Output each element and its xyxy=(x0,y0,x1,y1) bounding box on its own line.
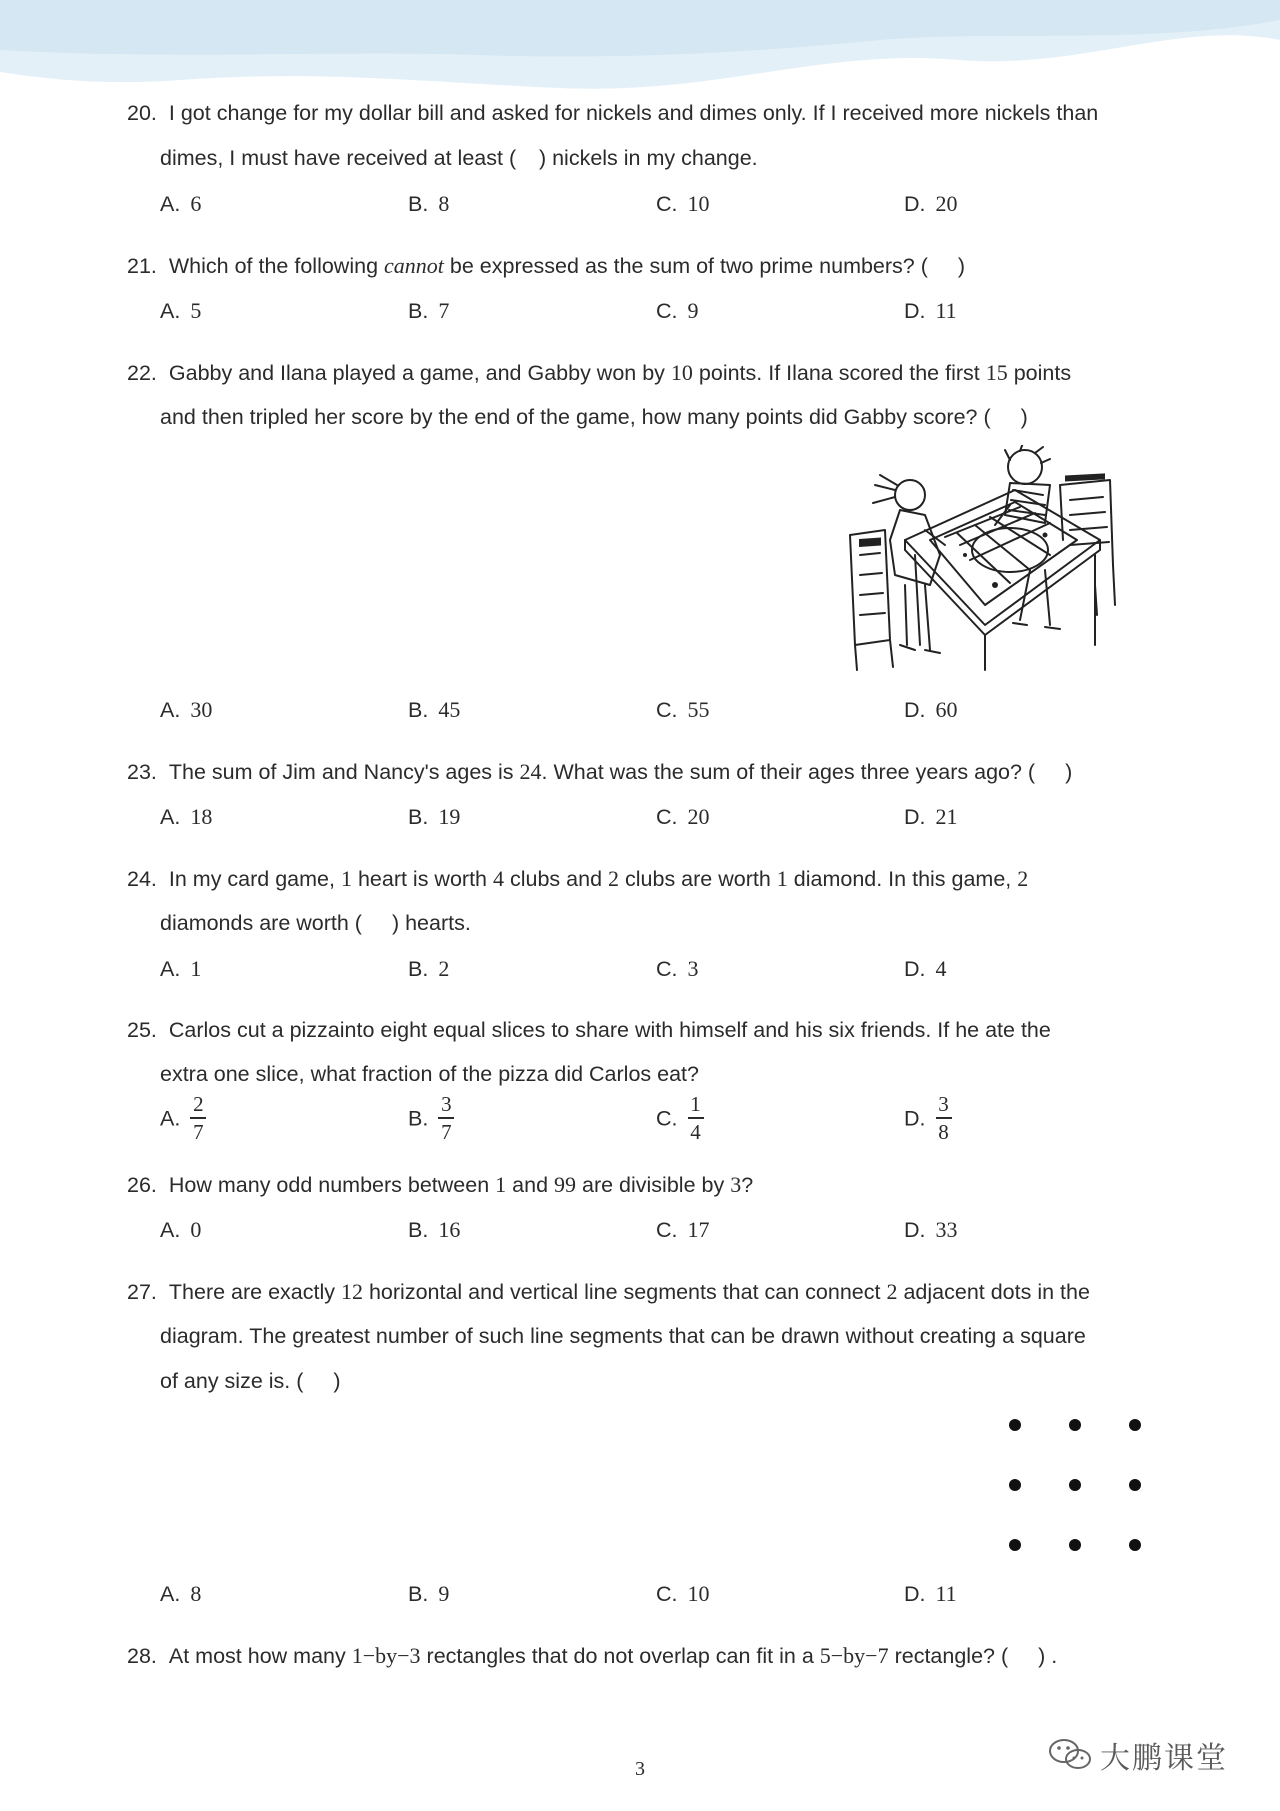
question-20 xyxy=(127,103,1098,125)
question-27-line2: diagram. The greatest number of such line segments that can be drawn without creating a square xyxy=(160,1324,1086,1348)
question-text: dimes, I must have received at least xyxy=(160,146,503,170)
emphasis-word: cannot xyxy=(384,253,444,278)
question-25: 25. Carlos cut a pizzainto eight equal slices to share with himself and his six friends. If he ate the xyxy=(127,1018,1051,1042)
question-24: 24. In my card game, 1 heart is worth 4 clubs and 2 clubs are worth 1 diamond. In this game, 2 xyxy=(127,866,1029,891)
option-d[interactable]: D. 4 xyxy=(904,956,947,981)
question-text: ) nickels in my change. xyxy=(538,146,758,170)
option-b[interactable]: B. 7 xyxy=(408,298,450,323)
question-23: 23. The sum of Jim and Nancy's ages is 24. What was the sum of their ages three years ago? ( ) xyxy=(127,759,1073,784)
option-d[interactable]: D. $\frac{3}{8}$ xyxy=(904,1095,952,1145)
fraction: $\frac{2}{7}$ xyxy=(190,1093,206,1143)
option-d[interactable]: D. 20 xyxy=(904,191,958,216)
fraction: $\frac{3}{7}$ xyxy=(438,1093,454,1143)
option-a[interactable]: A. 5 xyxy=(160,298,202,323)
question-27: 27. There are exactly 12 horizontal and vertical line segments that can connect 2 adjacent dots in the xyxy=(127,1279,1090,1304)
option-d[interactable]: D. 21 xyxy=(904,804,958,829)
dot-grid-diagram xyxy=(995,1410,1145,1560)
option-d[interactable]: D. 33 xyxy=(904,1217,958,1242)
question-number: 21. xyxy=(127,254,157,278)
option-d[interactable]: D. 11 xyxy=(904,298,957,323)
question-27-line3: of any size is. ( ) xyxy=(160,1369,341,1393)
question-number: 28. xyxy=(127,1644,157,1668)
question-26: 26. How many odd numbers between 1 and 99 are divisible by 3? xyxy=(127,1172,754,1197)
question-22: 22. Gabby and Ilana played a game, and Gabby won by 10 points. If Ilana scored the first 15 points xyxy=(127,360,1072,385)
option-a[interactable]: A. $\frac{2}{7}$ xyxy=(160,1095,206,1145)
option-b[interactable]: B. 16 xyxy=(408,1217,461,1242)
option-c[interactable]: C. 10 xyxy=(656,1581,710,1606)
option-d[interactable]: D. 11 xyxy=(904,1581,957,1606)
question-number: 25. xyxy=(127,1018,157,1042)
question-22-line2: and then tripled her score by the end of the game, how many points did Gabby score? ( ) xyxy=(160,405,1028,429)
option-b[interactable]: B. 8 xyxy=(408,191,450,216)
option-a[interactable]: A. 8 xyxy=(160,1581,202,1606)
option-b[interactable]: B. $\frac{3}{7}$ xyxy=(408,1095,454,1145)
question-28: 28. At most how many 1−by−3 rectangles that do not overlap can fit in a 5−by−7 rectangle? ( ) . xyxy=(127,1643,1058,1668)
question-number: 23. xyxy=(127,760,157,784)
question-number: 20. xyxy=(127,101,157,125)
question-text: I got change for my dollar bill and asked for nickels and dimes only. If I received more nickels than xyxy=(168,101,1099,125)
board-game-illustration xyxy=(845,445,1125,675)
option-c[interactable]: C. $\frac{1}{4}$ xyxy=(656,1095,704,1145)
option-c[interactable]: C. 20 xyxy=(656,804,710,829)
option-a[interactable]: A. 18 xyxy=(160,804,213,829)
question-number: 26. xyxy=(127,1173,157,1197)
watermark: 大鹏课堂 xyxy=(1048,1733,1228,1777)
option-b[interactable]: B. 19 xyxy=(408,804,461,829)
question-21: 21. Which of the following cannot be expressed as the sum of two prime numbers? ( ) xyxy=(127,253,966,278)
header-wave-decoration xyxy=(0,0,1280,100)
option-c[interactable]: C. 17 xyxy=(656,1217,710,1242)
question-25-line2: extra one slice, what fraction of the pizza did Carlos eat? xyxy=(160,1062,699,1086)
question-number: 27. xyxy=(127,1280,157,1304)
fraction: $\frac{3}{8}$ xyxy=(936,1093,952,1143)
option-b[interactable]: B. 2 xyxy=(408,956,450,981)
option-a[interactable]: A. 6 xyxy=(160,191,202,216)
option-b[interactable]: B. 45 xyxy=(408,697,461,722)
question-number: 22. xyxy=(127,361,157,385)
wechat-icon xyxy=(1048,1737,1092,1773)
option-c[interactable]: C. 10 xyxy=(656,191,710,216)
option-d[interactable]: D. 60 xyxy=(904,697,958,722)
option-c[interactable]: C. 55 xyxy=(656,697,710,722)
fraction: $\frac{1}{4}$ xyxy=(688,1093,704,1143)
question-number: 24. xyxy=(127,867,157,891)
question-24-line2: diamonds are worth ( ) hearts. xyxy=(160,911,471,935)
page-number: 3 xyxy=(635,1758,645,1780)
option-a[interactable]: A. 1 xyxy=(160,956,202,981)
option-c[interactable]: C. 9 xyxy=(656,298,699,323)
option-b[interactable]: B. 9 xyxy=(408,1581,450,1606)
option-a[interactable]: A. 0 xyxy=(160,1217,202,1242)
option-c[interactable]: C. 3 xyxy=(656,956,699,981)
question-20-line2: dimes, I must have received at least ( ) nickels in my change. xyxy=(160,146,758,170)
option-a[interactable]: A. 30 xyxy=(160,697,213,722)
